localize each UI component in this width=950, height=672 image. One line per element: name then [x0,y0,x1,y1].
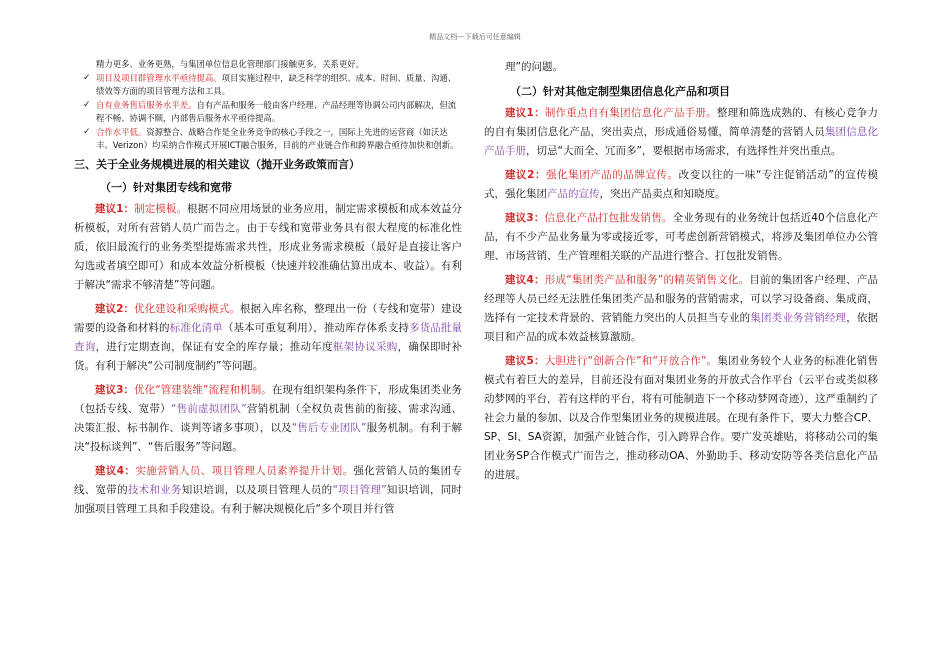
purple-highlight: 框架协议采购 [332,340,398,353]
suggestion-text: 根据不同应用场景的业务应用，制定需求模板和成本效益分析模板，对所有营销人员广而告之。由于专线和宽带业务具有很大程度的标准化性质，依旧最流行的业务类型提炼需求共性，形成业务需求模板（最好是直接让客户勾选或者填空即可）和成本效益分析模板（快速并较准确估算出成本、收益）。有利于解决“需求不够清楚”等问题。 [74,202,463,291]
suggestion-paragraph [484,166,878,204]
suggestion-text: ，确保即时补货。有利于解决“公司制度制约”等问题。 [74,340,463,372]
bullet-text: 资源整合、战略合作是全业务竞争的核心手段之一，国际上先进的运营商（如沃达丰、Verizon）均采纳合作模式开展ICT融合服务，目前的产业链合作和跨界融合亟待加快和创新。 [96,126,459,150]
bullet-item [74,126,462,153]
right-column [484,58,878,485]
suggestion-paragraph [484,104,878,161]
bullet-text: 项目实施过程中，缺乏科学的组织、成本、时间、质量、沟通、绩效等方面的项目管理方法和工具。 [96,72,457,96]
suggestion-text: ，突出产品卖点和知晓度。 [599,188,726,200]
suggestion-text: 改变以往的一味“专注促销活动”的宣传模式，强化集团 [484,169,879,200]
purple-highlight: 技术和业务 [127,483,182,496]
bullet-text: 自有产品和服务一般由客户经理、产品经理等协调公司内部解决，但流程不畅、协调不顺，内部售后服务水平亟待提高。 [96,99,457,123]
subsection-title: （一）针对集团专线和宽带 [100,180,232,194]
bullet-highlight: 合作水平低。 [96,126,147,137]
suggestion-text: 根据入库名称，整理出一份（专线和宽带）建设需要的设备和材料的 [74,302,463,334]
suggestion-highlight: 制作重点自有集团信息化产品手册。 [544,107,717,119]
bullet-item-continuation [74,58,462,72]
bullet-item [74,72,462,99]
suggestion-text: 整理和筛选成熟的、有核心竞争力的自有集团信息化产品，突出卖点，形成通俗易懂，简单清楚的营销人员 [484,107,878,138]
suggestion-highlight: 制定模板。 [134,202,188,215]
check-mark-icon: ✓ [83,99,91,110]
suggestion-highlight: 形成“集团类产品和服务”的精英销售文化。 [544,274,750,286]
suggestion-label: 建议4： [505,274,545,286]
suggestion-label: 建议4： [95,464,136,477]
suggestion-paragraph [484,271,878,347]
suggestion-text: ，进行定期查询，保证有安全的库存量；推动年度 [95,340,333,353]
purple-highlight: 多货品批量查询 [74,321,463,353]
suggestion-paragraph [74,462,462,519]
suggestion-label: 建议1： [95,202,135,215]
purple-highlight: 集团类业务营销经理 [750,312,847,324]
suggestion-text: ，切忌“大而全、冗而多”，要根据市场需求，有选择性并突出重点。 [526,145,842,157]
check-mark-icon: ✓ [83,126,91,137]
purple-highlight: “售后专业团队” [291,421,367,434]
suggestion-label: 建议1： [505,107,545,119]
continued-text: 理”的问题。 [505,61,563,73]
suggestion-text: 知识培训，以及项目管理人员的 [181,483,333,496]
suggestion-text: 在现有组织架构条件下，形成集团类业务（包括专线、宽带） [74,383,463,415]
subsection-title: （二）针对其他定制型集团信息化产品和项目 [510,85,730,98]
purple-highlight: 集团信息化产品手册 [484,126,879,157]
bullet-highlight: 项目及项目群管理水平亟待提高。 [96,72,222,83]
suggestion-text: 全业务现有的业务统计包括近40个信息化产品，有不少产品业务量为零或接近零，可考虑创新营销模式，将涉及集团单位办公管理、市场营销、生产管理相关联的产品进行整合、打包批发销售。 [484,212,878,262]
suggestion-text: 目前的集团客户经理、产品经理等人员已经无法胜任集团类产品和服务的营销需求，可以学习设备商、集成商，选择有一定技术背景的、营销能力突出的人员担当专业的 [484,274,878,324]
suggestion-text: 强化营销人员的集团专线、宽带的 [74,464,463,496]
suggestion-label: 建议3： [505,212,545,224]
suggestion-text: 集团业务较个人业务的标准化销售模式有着巨大的差异，目前还没有面对集团业务的开放式合作平台（云平台或类似移动梦网的平台，若有这样的平台，将有可能制造下一个移动梦网奇迹），这严重制约了社会力量的参加、以及合作型集团业务的规模进展。在现有条件下，要大力整合CP、SP、SI、SA资源，加强产业链合作，引入跨界合作。要广发英雄贴，将移动公司的集团业务SP合作模式广而告之，推动移动OA、外勤助手、移动安防等各类信息化产品的进展。 [484,355,879,481]
suggestion-paragraph [484,352,878,485]
suggestion-text: 营销机制（全权负责售前的衔接、需求沟通、决策汇报、标书制作、谈判等诸多事项），以及 [74,402,462,434]
bullet-highlight: 自有业务售后服务水平差。 [96,99,197,110]
suggestion-label: 建议2： [95,302,135,315]
suggestion-highlight: 实施营销人员、项目管理人员素养提升计划。 [135,464,354,477]
suggestion-highlight: 优化“管建装维”流程和机制。 [134,383,272,396]
page-header: 精品文档---下载后可任意编辑 [429,33,521,41]
suggestion-paragraph [74,381,462,457]
check-mark-icon: ✓ [83,72,91,83]
purple-highlight: “售前虚拟团队” [170,402,247,415]
purple-highlight: 产品的宣传 [547,188,600,200]
suggestion-paragraph [74,300,462,376]
suggestion-highlight: 大胆进行“创新合作”和“开放合作”。 [544,355,718,367]
suggestion-paragraph [484,209,878,266]
left-column [74,58,462,519]
suggestion-label: 建议3： [95,383,135,396]
purple-highlight: 标准化清单 [169,321,223,334]
purple-highlight: “项目管理” [332,483,387,496]
suggestion-text: 知识培训，同时加强项目管理工具和手段建设。有利于解决规模化后“多个项目并行管 [74,483,463,515]
suggestion-label: 建议5： [505,355,545,367]
bullet-item [74,99,462,126]
suggestion-paragraph [74,200,462,295]
suggestion-highlight: 信息化产品打包批发销售。 [544,212,673,224]
section-title: 三、关于全业务规模进展的相关建议（抛开业务政策而言） [74,157,360,171]
suggestion-highlight: 优化建设和采购模式。 [134,302,240,315]
suggestion-text: 服务机制。有利于解决“投标谈判”、“售后服务”等问题。 [74,421,463,453]
suggestion-text: （基本可重复利用），推动库存体系支持 [222,321,409,334]
suggestion-label: 建议2： [505,169,547,181]
bullet-text: 精力更多、业务更熟，与集团单位信息化管理部门接触更多，关系更好。 [96,59,364,69]
suggestion-highlight: 强化集团产品的品牌宣传。 [546,169,679,181]
suggestion-text: ，依据项目和产品的成本效益核算激励。 [484,312,879,343]
